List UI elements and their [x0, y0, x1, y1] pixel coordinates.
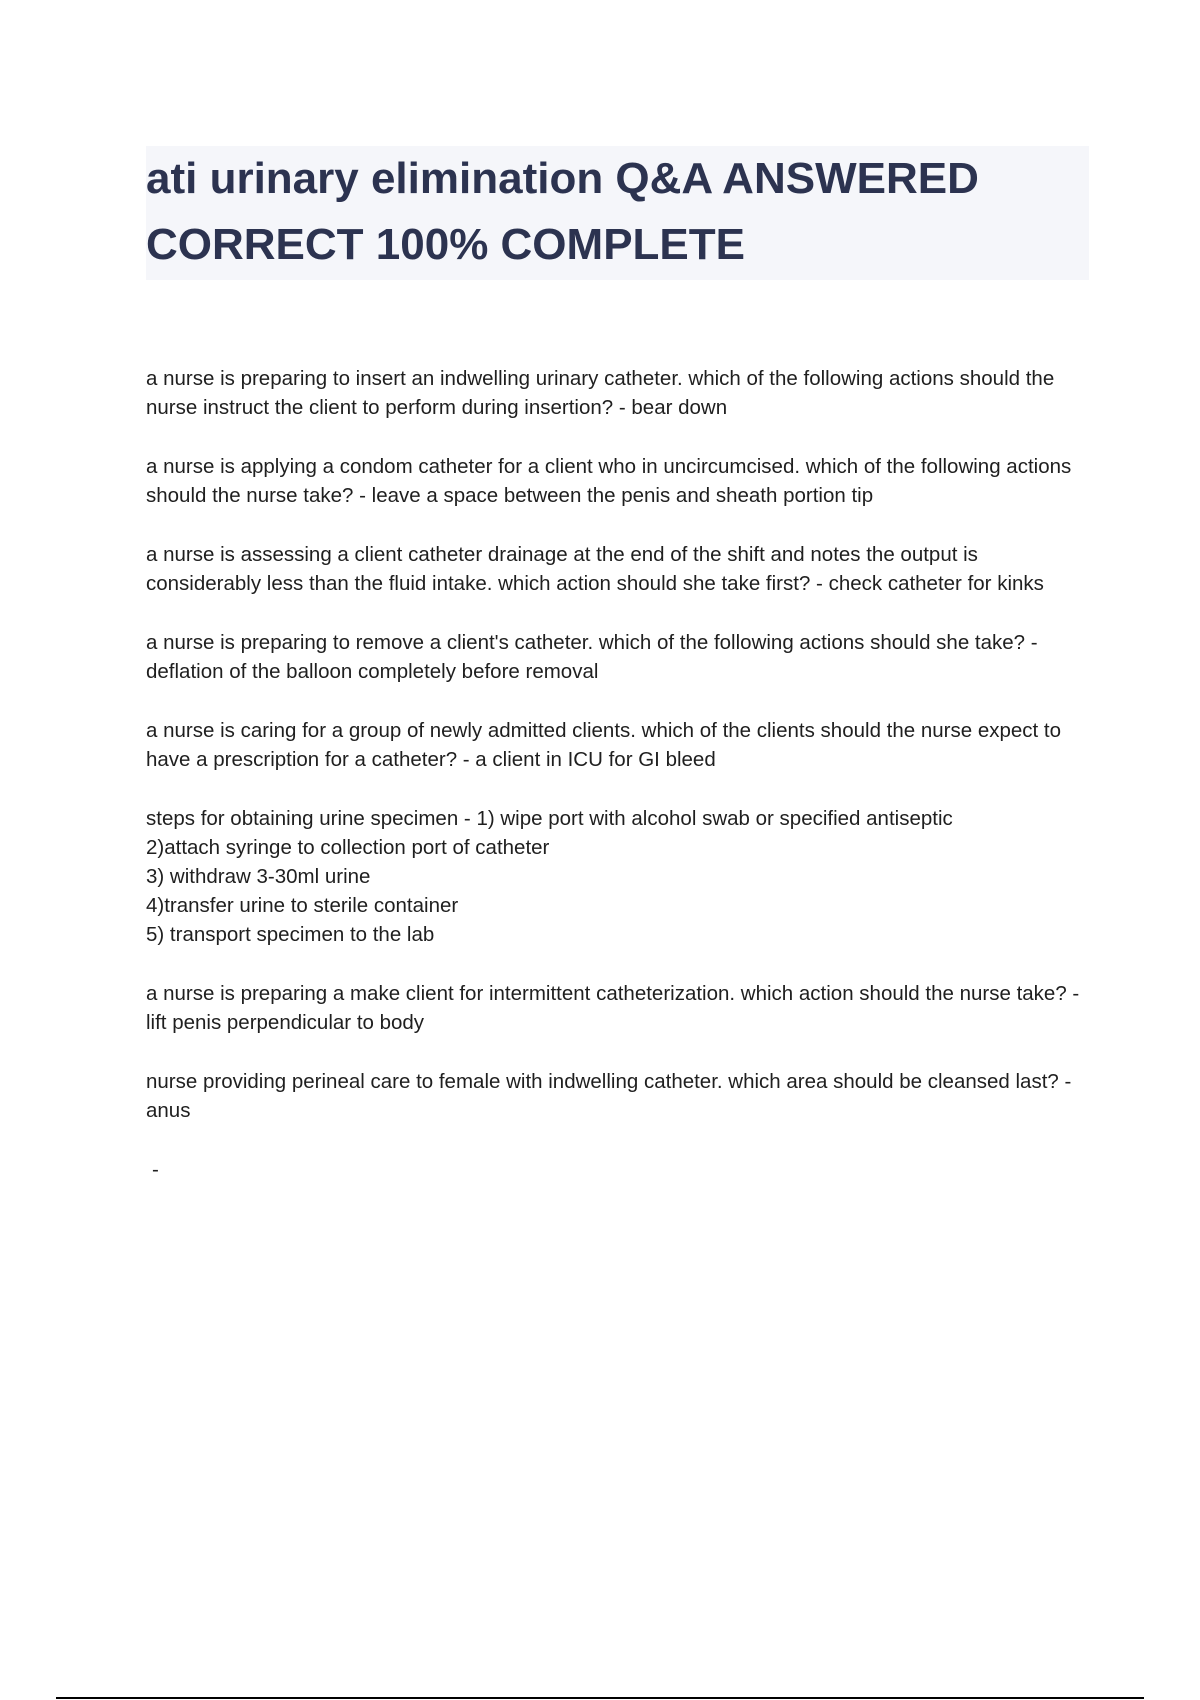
trailing-dash: - [152, 1158, 159, 1181]
footer-divider [56, 1697, 1144, 1699]
document-title: ati urinary elimination Q&A ANSWERED CORRECT 100% COMPLETE [146, 154, 979, 269]
qa-item: steps for obtaining urine specimen - 1) wipe port with alcohol swab or specified antiseptic 2)attach syringe to collection port of catheter 3) withdraw 3-30ml urine 4)transfer urine to sterile container 5) transport specimen to the lab [146, 807, 953, 946]
qa-item: nurse providing perineal care to female with indwelling catheter. which area should be cleansed last? - anus [146, 1070, 1072, 1122]
qa-item: a nurse is preparing a make client for intermittent catheterization. which action should the nurse take? - lift penis perpendicular to body [146, 982, 1080, 1034]
qa-item: a nurse is preparing to insert an indwelling urinary catheter. which of the following actions should the nurse instruct the client to perform during insertion? - bear down [146, 367, 1055, 419]
qa-item: a nurse is applying a condom catheter for a client who in uncircumcised. which of the following actions should the nurse take? - leave a space between the penis and sheath portion tip [146, 455, 1072, 507]
qa-item: a nurse is assessing a client catheter drainage at the end of the shift and notes the output is considerably less than the fluid intake. which action should she take first? - check catheter for kinks [146, 543, 1044, 595]
title-banner [146, 146, 1089, 280]
qa-item: a nurse is preparing to remove a client's catheter. which of the following actions should she take? - deflation of the balloon completely before removal [146, 631, 1038, 683]
qa-item: a nurse is caring for a group of newly admitted clients. which of the clients should the nurse expect to have a prescription for a catheter? - a client in ICU for GI bleed [146, 719, 1062, 771]
qa-list [146, 364, 1091, 1184]
